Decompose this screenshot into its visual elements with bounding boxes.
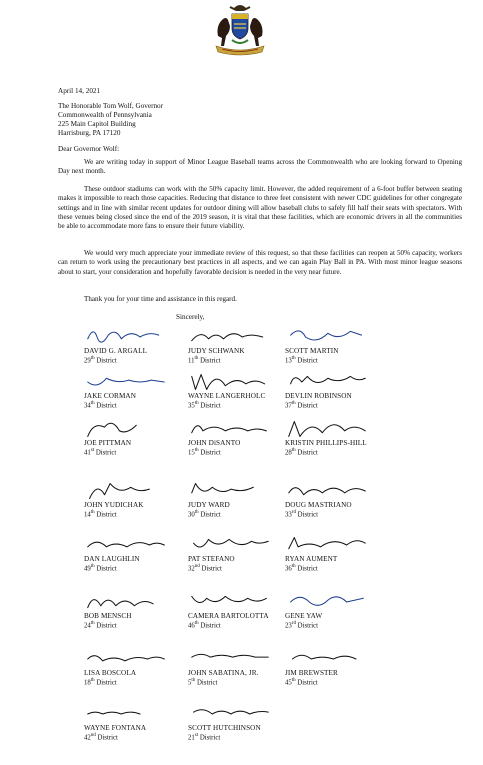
signatory-name: DOUG MASTRIANO bbox=[285, 501, 352, 509]
district-suffix: th bbox=[90, 401, 95, 406]
district-label: District bbox=[94, 622, 117, 630]
district-suffix: th bbox=[194, 401, 199, 406]
recipient-street: 225 Main Capitol Building bbox=[58, 120, 136, 128]
handwritten-signature bbox=[285, 647, 369, 671]
district-label: District bbox=[295, 402, 318, 410]
district-suffix: th bbox=[291, 448, 296, 453]
district-suffix: th bbox=[194, 448, 199, 453]
handwritten-signature bbox=[188, 590, 272, 614]
signatory-name: JAKE CORMAN bbox=[84, 392, 137, 400]
signatory-name: GENE YAW bbox=[285, 612, 323, 620]
district-number: 41 bbox=[84, 449, 91, 457]
signatory-name: JOE PITTMAN bbox=[84, 439, 132, 447]
signatory-district bbox=[84, 732, 118, 742]
handwritten-signature bbox=[84, 479, 168, 503]
signatory-name: KRISTIN PHILLIPS-HILL bbox=[285, 439, 367, 447]
signatory-district bbox=[84, 400, 117, 410]
signatory-name: RYAN AUMENT bbox=[285, 555, 338, 563]
district-label: District bbox=[198, 449, 221, 457]
district-label: District bbox=[195, 679, 218, 687]
signatory-name: JUDY SCHWANK bbox=[188, 347, 245, 355]
letter-date: April 14, 2021 bbox=[58, 87, 101, 95]
signatory-name: PAT STEFANO bbox=[188, 555, 235, 563]
handwritten-signature bbox=[285, 325, 369, 349]
recipient-name: The Honorable Tom Wolf, Governor bbox=[58, 102, 164, 110]
recipient-office: Commonwealth of Pennsylvania bbox=[58, 111, 152, 119]
closing: Sincerely, bbox=[176, 313, 205, 321]
district-label: District bbox=[199, 565, 222, 573]
signatory-name: CAMERA BARTOLOTTA bbox=[188, 612, 269, 620]
district-label: District bbox=[295, 622, 319, 630]
signatory-district bbox=[84, 563, 117, 573]
district-suffix: nd bbox=[90, 733, 96, 738]
district-label: District bbox=[95, 734, 118, 742]
paragraph-2 bbox=[58, 185, 462, 231]
district-number: 5 bbox=[188, 679, 192, 687]
district-suffix: nd bbox=[194, 564, 200, 569]
paragraph-3-text: We would very much appreciate your immediate review of this request, so that these facilities can reopen at 50% capacity, workers can return to work using the precautionary best practices in all aspects, and we can again Play Ball in PA. With most minor league seasons about to start, your consideration and hopefully favorable decision is needed in the very near future. bbox=[58, 249, 462, 276]
district-suffix: th bbox=[90, 510, 95, 515]
signatory-district bbox=[188, 355, 221, 365]
handwritten-signature bbox=[84, 590, 168, 614]
district-suffix: th bbox=[90, 621, 95, 626]
district-number: 21 bbox=[188, 734, 195, 742]
signatory-district bbox=[188, 447, 221, 457]
signatory-district bbox=[188, 732, 220, 742]
district-number: 34 bbox=[84, 402, 91, 410]
handwritten-signature bbox=[285, 590, 369, 614]
handwritten-signature bbox=[188, 325, 272, 349]
handwritten-signature bbox=[188, 702, 272, 726]
district-suffix: th bbox=[194, 356, 199, 361]
district-number: 24 bbox=[84, 622, 91, 630]
handwritten-signature bbox=[84, 370, 168, 394]
handwritten-signature bbox=[188, 370, 272, 394]
district-label: District bbox=[198, 734, 221, 742]
signatory-district bbox=[188, 400, 221, 410]
signatory-name: JOHN YUDICHAK bbox=[84, 501, 144, 509]
handwritten-signature bbox=[84, 647, 168, 671]
district-number: 46 bbox=[188, 622, 195, 630]
pennsylvania-seal-icon bbox=[208, 2, 272, 56]
salutation: Dear Governor Wolf: bbox=[58, 145, 120, 153]
district-label: District bbox=[94, 357, 117, 365]
district-suffix: th bbox=[194, 621, 199, 626]
handwritten-signature bbox=[285, 370, 369, 394]
handwritten-signature bbox=[84, 417, 168, 441]
signatory-district bbox=[188, 563, 222, 573]
district-label: District bbox=[295, 357, 318, 365]
paragraph-4 bbox=[58, 295, 462, 304]
signatory-name: LISA BOSCOLA bbox=[84, 669, 137, 677]
district-label: District bbox=[198, 622, 221, 630]
district-suffix: th bbox=[90, 356, 95, 361]
district-suffix: th bbox=[291, 356, 296, 361]
district-number: 30 bbox=[188, 511, 195, 519]
district-label: District bbox=[94, 402, 117, 410]
district-label: District bbox=[198, 357, 221, 365]
district-label: District bbox=[295, 565, 318, 573]
district-label: District bbox=[295, 511, 319, 519]
signatory-name: SCOTT HUTCHINSON bbox=[188, 724, 261, 732]
signatory-district bbox=[285, 509, 318, 519]
district-number: 13 bbox=[285, 357, 292, 365]
handwritten-signature bbox=[285, 533, 369, 557]
signatory-district bbox=[84, 620, 117, 630]
paragraph-3 bbox=[58, 249, 462, 277]
district-label: District bbox=[94, 449, 117, 457]
district-number: 35 bbox=[188, 402, 195, 410]
handwritten-signature bbox=[84, 702, 168, 726]
signatory-name: WAYNE LANGERHOLC bbox=[188, 392, 266, 400]
signatory-district bbox=[285, 677, 318, 687]
district-label: District bbox=[295, 449, 318, 457]
district-number: 42 bbox=[84, 734, 91, 742]
district-label: District bbox=[198, 402, 221, 410]
district-suffix: rd bbox=[291, 621, 296, 626]
district-suffix: th bbox=[291, 401, 296, 406]
signatory-district bbox=[285, 355, 318, 365]
handwritten-signature bbox=[188, 647, 272, 671]
signatory-name: JOHN SABATINA, JR. bbox=[188, 669, 259, 677]
district-number: 29 bbox=[84, 357, 91, 365]
district-suffix: rd bbox=[291, 510, 296, 515]
handwritten-signature bbox=[285, 417, 369, 441]
district-label: District bbox=[94, 565, 117, 573]
district-number: 14 bbox=[84, 511, 91, 519]
paragraph-1 bbox=[58, 158, 462, 177]
signatory-name: JOHN DiSANTO bbox=[188, 439, 241, 447]
handwritten-signature bbox=[84, 325, 168, 349]
district-number: 11 bbox=[188, 357, 195, 365]
district-suffix: th bbox=[194, 510, 199, 515]
signatory-name: JIM BREWSTER bbox=[285, 669, 338, 677]
district-number: 15 bbox=[188, 449, 195, 457]
district-label: District bbox=[94, 511, 117, 519]
signatory-name: SCOTT MARTIN bbox=[285, 347, 339, 355]
signatory-name: DAVID G. ARGALL bbox=[84, 347, 148, 355]
signatory-district bbox=[84, 355, 117, 365]
signatory-name: WAYNE FONTANA bbox=[84, 724, 147, 732]
district-suffix: st bbox=[90, 448, 95, 453]
district-suffix: th bbox=[90, 564, 95, 569]
district-suffix: th bbox=[90, 678, 95, 683]
paragraph-2-text: These outdoor stadiums can work with the 50% capacity limit. However, the added requirement of a 6-foot buffer between seating makes it impossible to reach those capacities. Reducing that distance to three feet consistent with newer CDC guidelines for other congregate settings and in line with similar recent updates for outdoor dining will allow baseball clubs to safely fill half their seats with spectators. With these venues being closed since the end of the 2019 season, it is vital that these facilities, which are economic drivers in all the communities be able to accommodate more fans to ensure their future viability. bbox=[58, 185, 462, 231]
signatory-district bbox=[84, 509, 117, 519]
paragraph-4-text: Thank you for your time and assistance in this regard. bbox=[84, 295, 237, 303]
signatory-district bbox=[188, 509, 221, 519]
district-number: 49 bbox=[84, 565, 91, 573]
signatory-name: DAN LAUGHLIN bbox=[84, 555, 140, 563]
signatory-district bbox=[188, 620, 221, 630]
signatory-district bbox=[285, 620, 318, 630]
handwritten-signature bbox=[285, 479, 369, 503]
district-label: District bbox=[94, 679, 117, 687]
district-number: 18 bbox=[84, 679, 91, 687]
district-suffix: th bbox=[191, 678, 196, 683]
handwritten-signature bbox=[84, 533, 168, 557]
signatory-district bbox=[285, 563, 318, 573]
district-suffix: st bbox=[194, 733, 199, 738]
district-suffix: th bbox=[291, 678, 296, 683]
recipient-city: Harrisburg, PA 17120 bbox=[58, 129, 121, 137]
district-number: 28 bbox=[285, 449, 292, 457]
signatory-name: BOB MENSCH bbox=[84, 612, 132, 620]
handwritten-signature bbox=[188, 533, 272, 557]
signatory-district bbox=[84, 447, 116, 457]
district-label: District bbox=[295, 679, 318, 687]
handwritten-signature bbox=[188, 479, 272, 503]
district-number: 33 bbox=[285, 511, 292, 519]
signatory-district bbox=[84, 677, 117, 687]
signatory-name: DEVLIN ROBINSON bbox=[285, 392, 352, 400]
signatory-district bbox=[285, 400, 318, 410]
paragraph-1-text: We are writing today in support of Minor League Baseball teams across the Commonwealth who are looking forward to Opening Day next month. bbox=[58, 158, 462, 176]
signatory-district bbox=[188, 677, 217, 687]
district-number: 23 bbox=[285, 622, 292, 630]
signatory-name: JUDY WARD bbox=[188, 501, 230, 509]
handwritten-signature bbox=[188, 417, 272, 441]
signatory-district bbox=[285, 447, 318, 457]
district-number: 36 bbox=[285, 565, 292, 573]
district-number: 37 bbox=[285, 402, 292, 410]
district-label: District bbox=[198, 511, 221, 519]
district-number: 45 bbox=[285, 679, 292, 687]
district-number: 32 bbox=[188, 565, 195, 573]
district-suffix: th bbox=[291, 564, 296, 569]
